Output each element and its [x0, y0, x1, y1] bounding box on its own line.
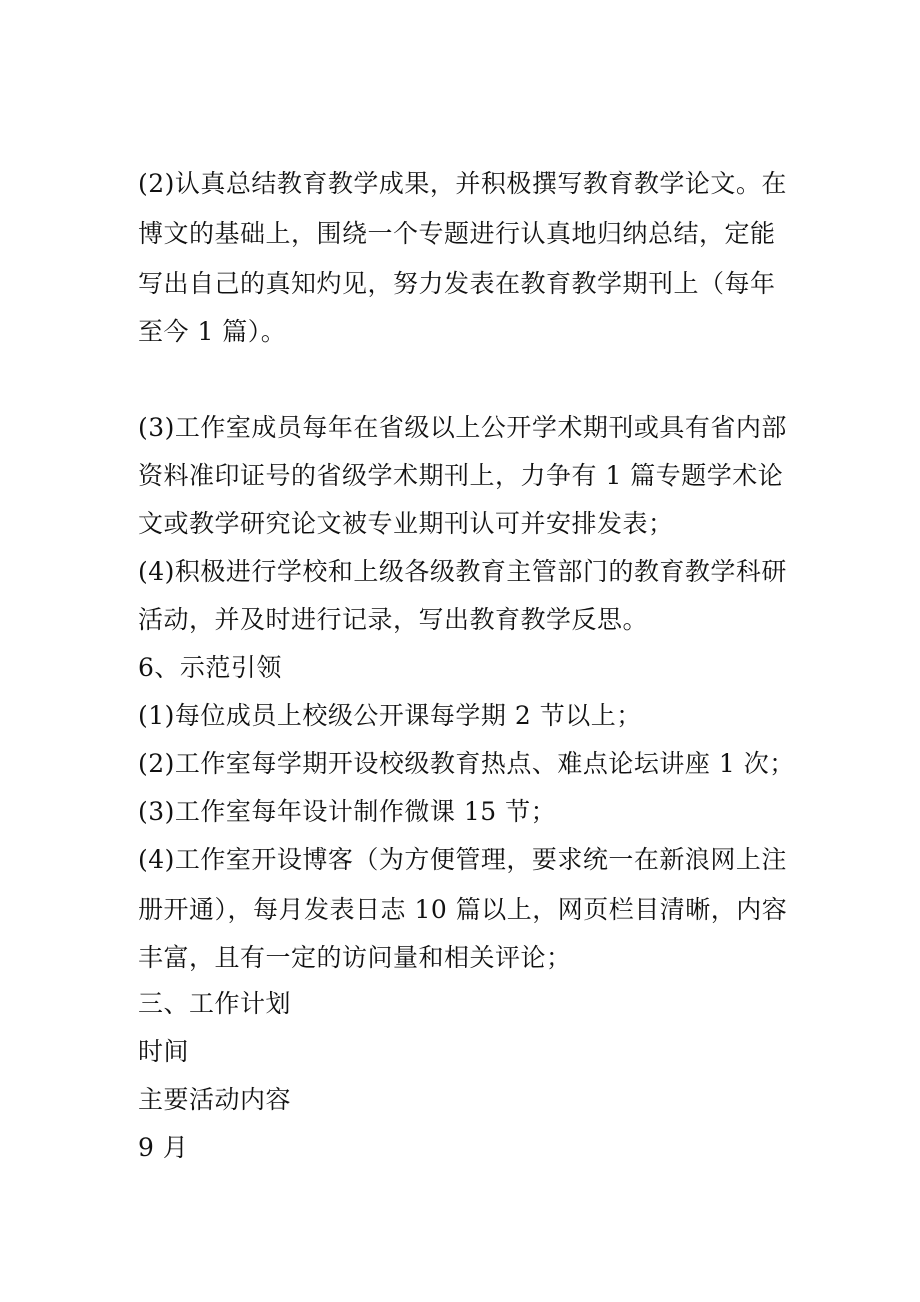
paragraph-4-line-2: 活动，并及时进行记录，写出教育教学反思。: [138, 605, 649, 634]
table-cell-september: 9 月: [138, 1133, 189, 1162]
demo-item-1: (1)每位成员上校级公开课每学期 2 节以上；: [138, 701, 642, 730]
demo-item-3: (3)工作室每年设计制作微课 15 节；: [138, 797, 557, 826]
section-heading-demo: 6、示范引领: [138, 653, 282, 682]
paragraph-2-line-4: 至今 1 篇）。: [138, 317, 287, 346]
demo-item-4-line-1: (4)工作室开设博客（为方便管理，要求统一在新浪网上注: [138, 845, 787, 874]
paragraph-3-line-3: 文或教学研究论文被专业期刊认可并安排发表；: [138, 509, 674, 538]
demo-item-4-line-3: 丰富，且有一定的访问量和相关评论；: [138, 943, 572, 972]
demo-item-4-line-2: 册开通），每月发表日志 10 篇以上，网页栏目清晰，内容: [138, 895, 788, 924]
section-heading-work-plan: 三、工作计划: [138, 989, 292, 1018]
table-header-activity: 主要活动内容: [138, 1085, 292, 1114]
paragraph-2-line-1: (2)认真总结教育教学成果，并积极撰写教育教学论文。在: [138, 169, 787, 198]
paragraph-4-line-1: (4)积极进行学校和上级各级教育主管部门的教育教学科研: [138, 557, 787, 586]
paragraph-2-line-2: 博文的基础上，围绕一个专题进行认真地归纳总结，定能: [138, 219, 776, 248]
paragraph-2-line-3: 写出自己的真知灼见，努力发表在教育教学期刊上（每年: [138, 269, 776, 298]
demo-item-2: (2)工作室每学期开设校级教育热点、难点论坛讲座 1 次；: [138, 749, 795, 778]
paragraph-3-line-2: 资料准印证号的省级学术期刊上，力争有 1 篇专题学术论: [138, 461, 784, 490]
table-header-time: 时间: [138, 1037, 190, 1066]
paragraph-3-line-1: (3)工作室成员每年在省级以上公开学术期刊或具有省内部: [138, 413, 787, 442]
